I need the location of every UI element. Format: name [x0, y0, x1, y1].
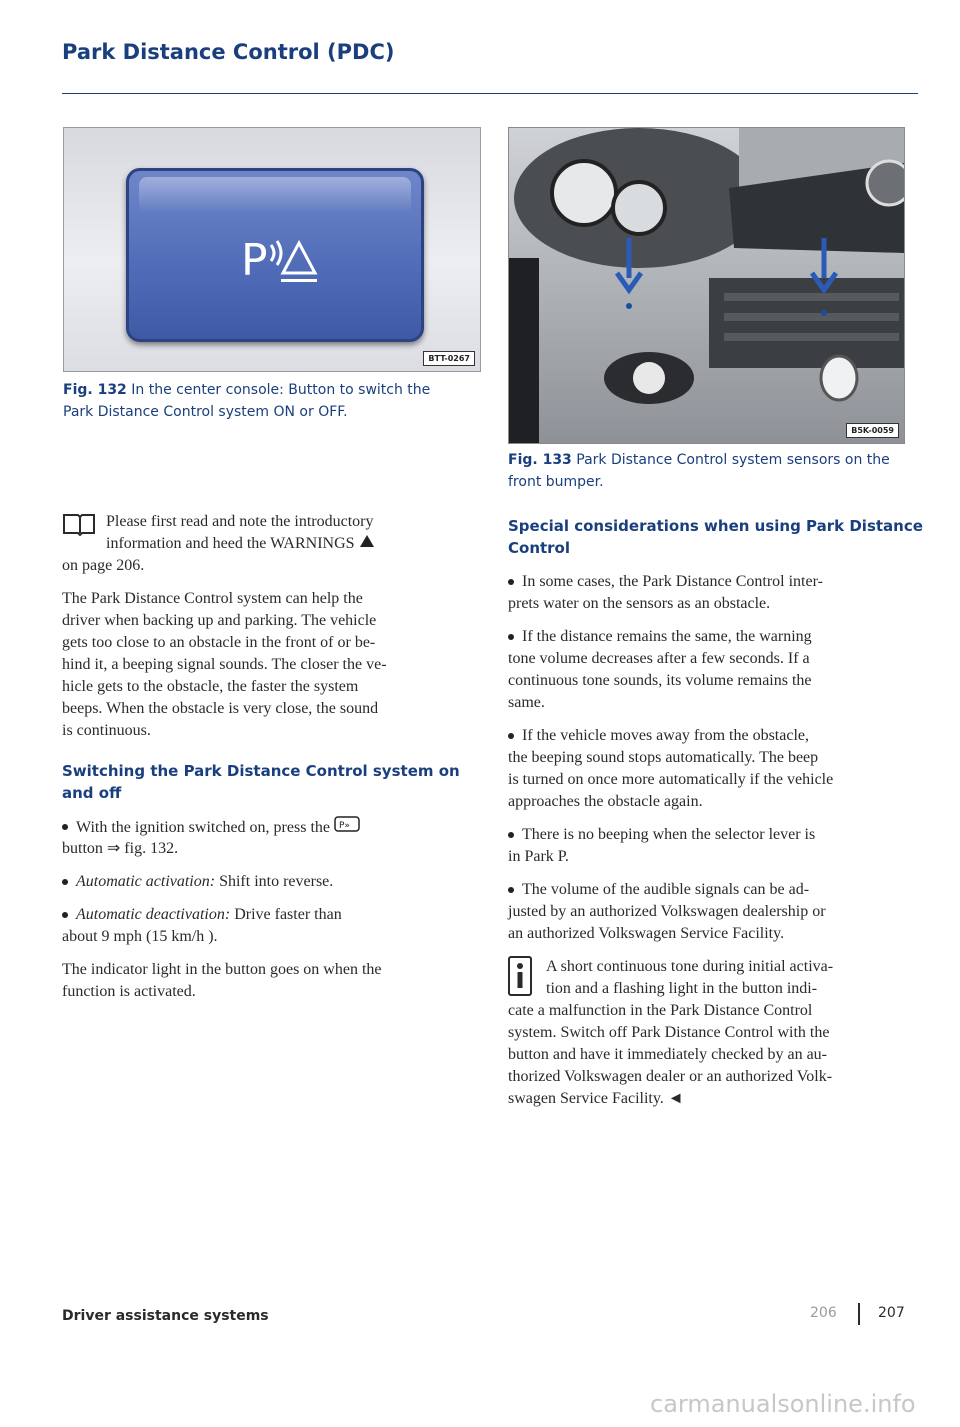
info-paragraph	[508, 1000, 908, 1110]
note-text: information and heed the WARNINGS	[106, 535, 355, 552]
list-item	[522, 879, 809, 901]
bullet-continuation: in Park P.	[508, 848, 569, 865]
figure-132	[63, 127, 481, 372]
info-line: button and have it immediately checked by an au-	[508, 1046, 827, 1063]
caption-text: front bumper.	[508, 474, 604, 490]
bullet-text: With the ignition switched on, press the	[76, 819, 330, 836]
bullet-line: approaches the obstacle again.	[508, 793, 703, 810]
para-line: gets too close to an obstacle in the front of or be-	[62, 634, 376, 651]
intro-paragraph	[62, 588, 472, 742]
heading-line: Switching the Park Distance Control system on	[62, 762, 460, 780]
caption-text: Park Distance Control system ON or OFF.	[63, 404, 348, 420]
page-number-right: 207	[878, 1305, 905, 1321]
heading-line: Control	[508, 539, 571, 557]
bullet-dot	[508, 579, 514, 585]
figure-code: B5K-0059	[846, 423, 899, 438]
page-number-left: 206	[810, 1305, 837, 1321]
caption-text: Park Distance Control system sensors on the	[576, 452, 890, 468]
bullet-label: Automatic activation:	[76, 873, 216, 890]
figure-132-caption	[63, 379, 430, 423]
bullet-dot	[62, 879, 68, 885]
bullet-continuation	[508, 648, 812, 714]
bullet-line: the beeping sound stops automatically. The beep	[508, 749, 819, 766]
bullet-text: The volume of the audible signals can be ad-	[522, 881, 810, 898]
warning-icon	[359, 534, 375, 548]
bullet-dot	[508, 733, 514, 739]
section-footer: Driver assistance systems	[62, 1308, 269, 1324]
bullet-label: Automatic deactivation:	[76, 906, 231, 923]
section-heading	[508, 515, 923, 559]
button-gloss	[139, 177, 411, 213]
park-distance-icon	[241, 227, 321, 287]
caption-label: Fig. 133	[508, 452, 572, 468]
bullet-text: There is no beeping when the selector lever is	[522, 826, 816, 843]
bullet-text: In some cases, the Park Distance Control inter-	[522, 573, 823, 590]
para-line: function is activated.	[62, 983, 196, 1000]
page-separator	[858, 1303, 860, 1325]
bullet-dot	[508, 634, 514, 640]
bullet-continuation: prets water on the sensors as an obstacle.	[508, 595, 771, 612]
figure-133-caption	[508, 449, 890, 493]
bullet-text: If the vehicle moves away from the obstacle,	[522, 727, 809, 744]
note-line: on page 206.	[62, 557, 145, 574]
bullet-dot	[508, 832, 514, 838]
caption-label: Fig. 132	[63, 382, 127, 398]
list-item	[76, 904, 342, 926]
pdc-button-icon	[334, 816, 360, 832]
heading-line: and off	[62, 784, 122, 802]
pdc-button-illustration	[126, 168, 424, 342]
header-rule	[62, 93, 918, 94]
note-line: Please first read and note the introductory	[106, 513, 374, 530]
list-item	[522, 626, 812, 648]
section-heading	[62, 760, 460, 804]
para-line: hind it, a beeping signal sounds. The closer the ve-	[62, 656, 387, 673]
list-item	[522, 725, 809, 747]
para-line: The Park Distance Control system can help the	[62, 590, 363, 607]
closing-paragraph	[62, 959, 382, 1003]
info-line: cate a malfunction in the Park Distance Control	[508, 1002, 813, 1019]
bullet-dot	[62, 824, 68, 830]
info-icon	[508, 956, 532, 996]
figure-code: BTT-0267	[423, 351, 475, 366]
bullet-continuation	[508, 747, 833, 813]
info-line: tion and a flashing light in the button indi-	[546, 980, 818, 997]
watermark: carmanualsonline.info	[650, 1390, 916, 1418]
figure-133	[508, 127, 905, 444]
list-item	[522, 824, 815, 846]
para-line: is continuous.	[62, 722, 151, 739]
heading-line: Special considerations when using Park Distance	[508, 517, 923, 535]
book-icon	[62, 512, 96, 536]
info-line: A short continuous tone during initial activa-	[546, 958, 834, 975]
para-line: driver when backing up and parking. The vehicle	[62, 612, 377, 629]
info-line: swagen Service Facility. ◄	[508, 1090, 684, 1107]
list-item	[522, 571, 823, 593]
page-title: Park Distance Control (PDC)	[62, 40, 395, 64]
bullet-dot	[62, 912, 68, 918]
bullet-dot	[508, 887, 514, 893]
para-line: hicle gets to the obstacle, the faster the system	[62, 678, 359, 695]
svg-text:P: P	[241, 235, 268, 286]
bullet-line: an authorized Volkswagen Service Facility.	[508, 925, 785, 942]
bullet-line: is turned on once more automatically if the vehicle	[508, 771, 834, 788]
caption-text: In the center console: Button to switch the	[131, 382, 431, 398]
bullet-continuation	[508, 901, 826, 945]
note-line	[106, 533, 375, 555]
info-line: system. Switch off Park Distance Control with the	[508, 1024, 830, 1041]
para-line: The indicator light in the button goes on when the	[62, 961, 382, 978]
bullet-text: If the distance remains the same, the warning	[522, 628, 812, 645]
bullet-line: tone volume decreases after a few seconds. If a	[508, 650, 810, 667]
bullet-continuation: button ⇒ fig. 132.	[62, 840, 179, 857]
bullet-text: Shift into reverse.	[219, 873, 334, 890]
svg-text:P»: P»	[338, 821, 350, 831]
para-line: beeps. When the obstacle is very close, the sound	[62, 700, 379, 717]
info-line: thorized Volkswagen dealer or an authorized Volk-	[508, 1068, 833, 1085]
list-item	[76, 816, 360, 839]
bullet-line: continuous tone sounds, its volume remains the	[508, 672, 812, 689]
bullet-line: justed by an authorized Volkswagen dealership or	[508, 903, 826, 920]
bullet-continuation: about 9 mph (15 km/h ).	[62, 928, 218, 945]
front-bumper-photo	[509, 128, 904, 443]
list-item	[76, 871, 333, 893]
bullet-text: Drive faster than	[234, 906, 342, 923]
bullet-line: same.	[508, 694, 545, 711]
